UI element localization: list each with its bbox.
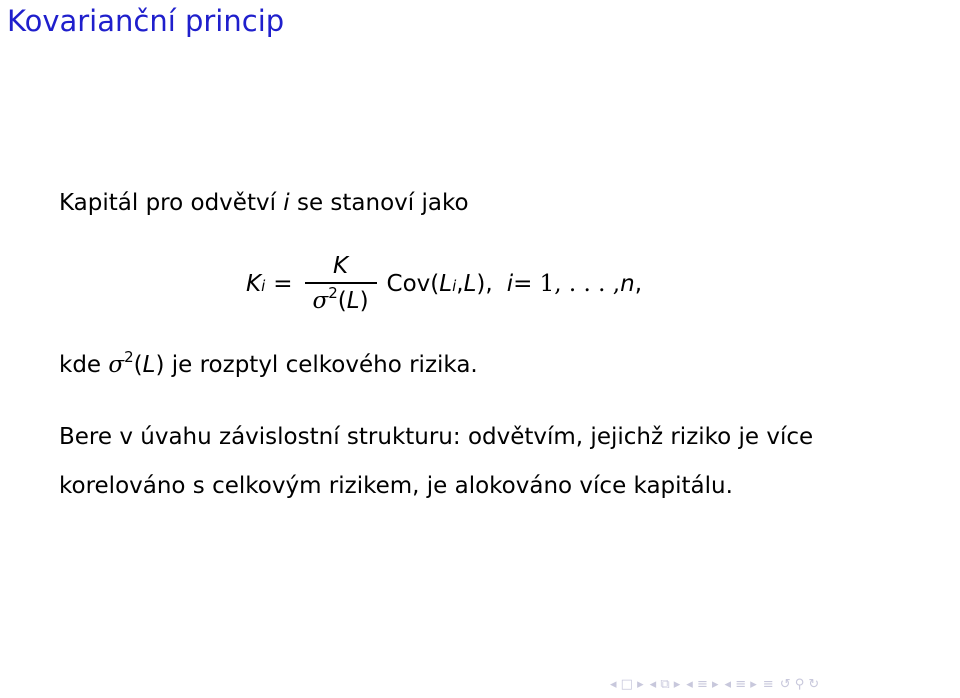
nav-section-icon[interactable]: ≡ [696,677,708,692]
nav-search-group [780,677,820,693]
nav-appendix-group [763,677,774,693]
frame-title: Kovarianční princip [7,4,285,38]
nav-right-arrow-icon[interactable]: ▸ [637,677,644,692]
def-sigma: σ [108,352,125,378]
eq-frac-numerator: K [333,253,349,280]
eq-den-sup: 2 [328,284,338,303]
def-prefix: kde [59,352,109,378]
eq-lhs-var: K [246,271,262,297]
nav-document-icon[interactable]: ≡ [735,677,747,692]
nav-subsection-icon[interactable]: ⧉ [660,677,670,692]
eq-index-comma: , [634,271,642,297]
nav-subsection-group [650,677,681,693]
eq-index-var: i [506,271,514,297]
def-open: ( [133,352,143,378]
intro-text-after: se stanoví jako [289,190,469,216]
def-text: je rozptyl celkového rizika. [164,352,478,378]
nav-appendix-icon[interactable]: ≡ [762,677,774,692]
nav-right-arrow-icon[interactable]: ▸ [750,677,757,692]
definition-paragraph [59,348,478,378]
intro-paragraph [59,190,469,216]
explanation-line-2: korelováno s celkovým rizikem, je alokováno více kapitálu. [59,473,733,499]
eq-den-open: ( [337,287,347,314]
eq-frac-denominator [313,284,369,316]
nav-left-arrow-icon[interactable]: ◂ [724,677,732,692]
eq-cov-comma: , [456,271,464,297]
eq-index-end: n [620,271,635,297]
nav-back-icon[interactable]: ↺ [779,677,791,692]
nav-left-arrow-icon[interactable]: ◂ [610,677,617,692]
nav-right-arrow-icon[interactable]: ▸ [712,677,719,692]
eq-equals: = [273,271,293,297]
nav-frame-icon[interactable]: □ [620,677,633,692]
beamer-navigation [610,676,819,694]
eq-index-range: = 1, . . . , [513,271,621,297]
eq-den-var: L [346,287,360,314]
nav-left-arrow-icon[interactable]: ◂ [649,677,657,692]
eq-cov: Cov( [386,271,440,297]
nav-left-arrow-icon[interactable]: ◂ [686,677,693,692]
explanation-line-1: Bere v úvahu závislostní strukturu: odvětvím, jejichž riziko je více [59,424,814,450]
def-sup: 2 [124,348,134,367]
eq-cov-var2: L [463,271,477,297]
eq-cov-close: ), [476,271,493,297]
nav-section-group [686,677,718,693]
eq-den-close: ) [359,287,369,314]
nav-forward-icon[interactable]: ↻ [808,677,820,692]
eq-cov-var1: L [439,271,453,297]
nav-right-arrow-icon[interactable]: ▸ [673,677,681,692]
eq-den-sigma: σ [312,287,329,314]
capital-equation: K $_i$ = $\frac{K}{\sigma^2(L)}$ Cov( L $_i$ , L ), i = 1, . . . , n , [246,253,642,314]
nav-frame-group [610,677,644,693]
intro-var-i: i [283,190,290,216]
def-close: ) [155,352,165,378]
def-var: L [142,352,156,378]
intro-text-before: Kapitál pro odvětví [59,190,284,216]
eq-fraction [305,252,377,316]
nav-search-icon[interactable]: ⚲ [794,677,805,692]
nav-document-group [725,677,757,693]
